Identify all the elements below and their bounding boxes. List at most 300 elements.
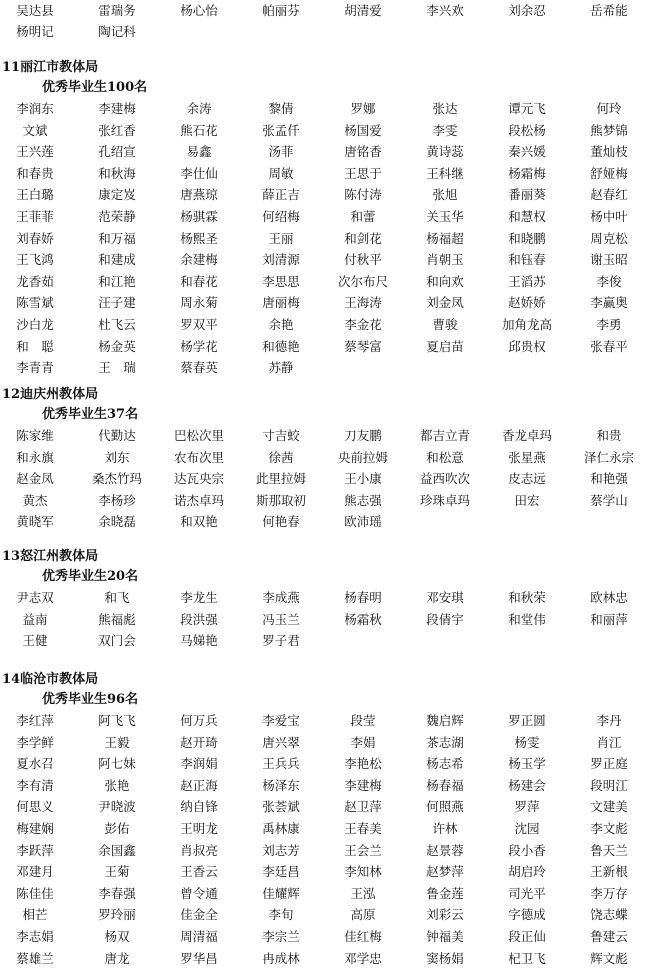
student-name: 何绍梅 bbox=[262, 208, 300, 224]
student-name: 张春平 bbox=[590, 338, 628, 354]
student-name: 和蕾 bbox=[350, 208, 376, 224]
name-row bbox=[0, 21, 665, 42]
student-name: 曹骏 bbox=[432, 316, 458, 332]
student-name: 珍珠卓玛 bbox=[419, 492, 470, 508]
section-diqing bbox=[0, 385, 665, 533]
student-name: 余艳 bbox=[268, 316, 294, 332]
student-name: 和春花 bbox=[180, 273, 218, 289]
name-row bbox=[0, 0, 665, 21]
student-name: 熊梦锦 bbox=[590, 122, 628, 138]
student-name: 张荟斌 bbox=[262, 799, 300, 815]
name-row bbox=[0, 314, 665, 336]
name-row bbox=[0, 271, 665, 293]
student-name: 刀友鹏 bbox=[344, 428, 382, 443]
student-name: 饶志蝶 bbox=[590, 907, 628, 923]
student-name: 钟福美 bbox=[426, 928, 464, 944]
student-name: 李跃萍 bbox=[16, 842, 54, 858]
student-name: 唐铭香 bbox=[344, 144, 382, 160]
student-name: 李青青 bbox=[16, 360, 54, 376]
student-name: 周清福 bbox=[180, 928, 218, 944]
student-name: 罗正圆 bbox=[508, 713, 546, 728]
student-name: 王菊 bbox=[104, 864, 130, 880]
student-name: 杨骐霖 bbox=[180, 208, 218, 224]
student-name: 赵开琦 bbox=[180, 734, 218, 750]
name-row bbox=[0, 163, 665, 185]
name-row bbox=[0, 206, 665, 228]
name-row bbox=[0, 609, 665, 631]
student-name: 王春美 bbox=[344, 820, 382, 836]
student-name: 李有清 bbox=[16, 777, 54, 793]
student-name: 李旬 bbox=[268, 907, 294, 923]
student-name: 次尔布尺 bbox=[337, 273, 388, 289]
student-name: 李志娟 bbox=[16, 928, 54, 944]
student-name: 茶志湖 bbox=[426, 734, 464, 750]
student-name: 王菲菲 bbox=[16, 208, 54, 224]
name-row bbox=[0, 292, 665, 314]
student-name: 罗玲丽 bbox=[98, 907, 136, 923]
student-name: 尹志双 bbox=[16, 590, 54, 605]
section-lincang bbox=[0, 670, 665, 969]
student-name: 杨春明 bbox=[344, 590, 382, 605]
section-title: 14临沧市教体局 bbox=[2, 672, 99, 687]
student-name: 赵梦萍 bbox=[426, 864, 464, 880]
student-name: 双门会 bbox=[98, 633, 136, 649]
student-name: 孔绍宣 bbox=[98, 144, 136, 160]
name-row bbox=[0, 249, 665, 271]
student-name: 和 聪 bbox=[16, 338, 54, 354]
student-name: 杨泽东 bbox=[262, 777, 300, 793]
student-name: 梅建娴 bbox=[16, 820, 54, 836]
student-name: 田宏 bbox=[514, 492, 540, 508]
name-row bbox=[0, 468, 665, 490]
student-name: 周敏 bbox=[268, 165, 294, 181]
student-name: 段洪强 bbox=[180, 611, 218, 627]
student-name: 欧林忠 bbox=[590, 590, 628, 605]
student-name: 和剑花 bbox=[344, 230, 382, 246]
section-lijiang bbox=[0, 58, 665, 379]
section-subtitle: 优秀毕业生37名 bbox=[42, 407, 139, 422]
student-name: 李爱宝 bbox=[262, 713, 300, 728]
student-name: 徐茜 bbox=[268, 449, 294, 465]
student-name: 舒娅梅 bbox=[590, 165, 628, 181]
section-continuation bbox=[0, 0, 665, 42]
student-name: 王兵兵 bbox=[262, 756, 300, 772]
name-row bbox=[0, 732, 665, 754]
student-name: 王健 bbox=[22, 633, 48, 649]
student-name: 阿七妹 bbox=[98, 756, 136, 772]
student-name: 杨福超 bbox=[426, 230, 464, 246]
student-name: 刘清源 bbox=[262, 252, 300, 268]
student-name: 尹晓波 bbox=[98, 799, 136, 815]
student-name: 杞卫飞 bbox=[508, 950, 546, 966]
name-row bbox=[0, 926, 665, 948]
student-name: 刘志芳 bbox=[262, 842, 300, 858]
student-name: 康定岌 bbox=[98, 187, 136, 203]
student-name: 陈雪斌 bbox=[16, 295, 54, 311]
student-name: 益西吹次 bbox=[419, 471, 470, 487]
student-name: 鲁建云 bbox=[590, 928, 628, 944]
student-name: 相芒 bbox=[22, 907, 48, 923]
student-name: 此里拉姆 bbox=[255, 471, 306, 487]
student-name: 罗正庭 bbox=[590, 756, 628, 772]
student-name: 央前拉姆 bbox=[337, 449, 388, 465]
student-name: 李勇 bbox=[596, 316, 622, 332]
student-name: 邓建月 bbox=[16, 864, 54, 880]
student-name: 陶记科 bbox=[98, 24, 136, 39]
student-name: 汪子建 bbox=[98, 295, 136, 311]
student-name: 蔡琴富 bbox=[344, 338, 382, 354]
student-name: 范荣静 bbox=[98, 208, 136, 224]
name-row bbox=[0, 587, 665, 609]
student-name: 和飞 bbox=[104, 590, 130, 605]
student-name: 邱贵权 bbox=[508, 338, 546, 354]
student-name: 唐兴翠 bbox=[262, 734, 300, 750]
student-name: 王新根 bbox=[590, 864, 628, 880]
student-name: 杨双 bbox=[104, 928, 130, 944]
student-name: 刘余忍 bbox=[508, 3, 546, 18]
student-name: 何玲 bbox=[596, 101, 622, 116]
student-name: 刘春娇 bbox=[16, 230, 54, 246]
student-name: 龙香茹 bbox=[16, 273, 54, 289]
student-name: 何思义 bbox=[16, 799, 54, 815]
student-name: 段倩宇 bbox=[426, 611, 464, 627]
student-name: 赵景蓉 bbox=[426, 842, 464, 858]
student-name: 文建美 bbox=[590, 799, 628, 815]
name-row bbox=[0, 840, 665, 862]
student-name: 董灿枝 bbox=[590, 144, 628, 160]
student-name: 薛正吉 bbox=[262, 187, 300, 203]
student-name: 唐燕琼 bbox=[180, 187, 218, 203]
student-name: 彭佑 bbox=[104, 820, 130, 836]
student-name: 和松意 bbox=[426, 449, 464, 465]
student-name: 谭元飞 bbox=[508, 101, 546, 116]
student-name: 谢玉昭 bbox=[590, 252, 628, 268]
student-name: 李成燕 bbox=[262, 590, 300, 605]
student-name: 杨霜梅 bbox=[508, 165, 546, 181]
student-name: 佳红梅 bbox=[344, 928, 382, 944]
student-name: 唐丽梅 bbox=[262, 295, 300, 311]
student-name: 鲁金莲 bbox=[426, 885, 464, 901]
student-name: 王明龙 bbox=[180, 820, 218, 836]
student-name: 达瓦央宗 bbox=[173, 471, 224, 487]
student-name: 杨中叶 bbox=[590, 208, 628, 224]
name-row bbox=[0, 883, 665, 905]
student-name: 杨玉学 bbox=[508, 756, 546, 772]
student-name: 和艳强 bbox=[590, 471, 628, 487]
student-name: 易鑫 bbox=[186, 144, 212, 160]
student-name: 赵正海 bbox=[180, 777, 218, 793]
student-name: 赵娇娇 bbox=[508, 295, 546, 311]
student-name: 李建梅 bbox=[98, 101, 136, 116]
student-name: 赵春红 bbox=[590, 187, 628, 203]
student-name: 李仕仙 bbox=[180, 165, 218, 181]
name-row bbox=[0, 948, 665, 969]
student-name: 欧沛瑶 bbox=[344, 514, 382, 530]
name-row bbox=[0, 98, 665, 120]
name-row bbox=[0, 228, 665, 250]
student-name: 李赢奥 bbox=[590, 295, 628, 311]
student-name: 李润娟 bbox=[180, 756, 218, 772]
student-name: 王小康 bbox=[344, 471, 382, 487]
student-name: 农布次里 bbox=[173, 449, 224, 465]
student-name: 邓学忠 bbox=[344, 950, 382, 966]
student-name: 王科继 bbox=[426, 165, 464, 181]
student-name: 秦兴媛 bbox=[508, 144, 546, 160]
student-name: 段明江 bbox=[590, 777, 628, 793]
student-name: 寸吉蛟 bbox=[262, 428, 300, 443]
name-row bbox=[0, 630, 665, 652]
student-name: 杨学花 bbox=[180, 338, 218, 354]
name-row bbox=[0, 511, 665, 533]
student-name: 辉文彪 bbox=[590, 950, 628, 966]
name-row bbox=[0, 775, 665, 797]
student-name: 李宗兰 bbox=[262, 928, 300, 944]
student-name: 阿飞飞 bbox=[98, 713, 136, 728]
student-name: 段松杨 bbox=[508, 122, 546, 138]
student-name: 杨雯 bbox=[514, 734, 540, 750]
student-name: 魏启辉 bbox=[426, 713, 464, 728]
student-name: 佳金全 bbox=[180, 907, 218, 923]
student-name: 刘东 bbox=[104, 449, 130, 465]
name-row bbox=[0, 490, 665, 512]
section-subtitle: 优秀毕业生96名 bbox=[42, 692, 139, 707]
student-name: 沈园 bbox=[514, 820, 540, 836]
section-subtitle: 优秀毕业生100名 bbox=[42, 80, 148, 95]
student-name: 文斌 bbox=[22, 122, 48, 138]
student-name: 番丽葵 bbox=[508, 187, 546, 203]
student-name: 熊福彪 bbox=[98, 611, 136, 627]
student-name: 李春强 bbox=[98, 885, 136, 901]
student-name: 冯玉兰 bbox=[262, 611, 300, 627]
name-row bbox=[0, 796, 665, 818]
student-name: 余建梅 bbox=[180, 252, 218, 268]
student-name: 蔡雄兰 bbox=[16, 950, 54, 966]
name-row bbox=[0, 141, 665, 163]
student-name: 李俊 bbox=[596, 273, 622, 289]
student-name: 马娣艳 bbox=[180, 633, 218, 649]
student-name: 杨春福 bbox=[426, 777, 464, 793]
student-name: 巴松次里 bbox=[173, 428, 224, 443]
student-name: 罗萍 bbox=[514, 799, 540, 815]
student-name: 泽仁永宗 bbox=[583, 449, 634, 465]
student-name: 周克松 bbox=[590, 230, 628, 246]
student-name: 益南 bbox=[22, 611, 48, 627]
name-row bbox=[0, 447, 665, 469]
student-name: 汤菲 bbox=[268, 144, 294, 160]
student-name: 罗双平 bbox=[180, 316, 218, 332]
student-name: 赵金凤 bbox=[16, 471, 54, 487]
student-name: 和建成 bbox=[98, 252, 136, 268]
student-name: 邓安琪 bbox=[426, 590, 464, 605]
student-name: 王兴莲 bbox=[16, 144, 54, 160]
student-name: 熊志强 bbox=[344, 492, 382, 508]
student-name: 王丽 bbox=[268, 230, 294, 246]
student-name: 李艳松 bbox=[344, 756, 382, 772]
name-row bbox=[0, 184, 665, 206]
student-name: 张旭 bbox=[432, 187, 458, 203]
student-name: 李学鲜 bbox=[16, 734, 54, 750]
student-name: 何万兵 bbox=[180, 713, 218, 728]
student-name: 陈佳佳 bbox=[16, 885, 54, 901]
name-row bbox=[0, 753, 665, 775]
student-name: 司光平 bbox=[508, 885, 546, 901]
student-name: 刘彩云 bbox=[426, 907, 464, 923]
student-name: 李丹 bbox=[596, 713, 622, 728]
name-row bbox=[0, 120, 665, 142]
student-name: 黎倩 bbox=[268, 101, 294, 116]
section-nujiang bbox=[0, 547, 665, 652]
student-name: 加角龙高 bbox=[501, 316, 552, 332]
student-name: 杨志希 bbox=[426, 756, 464, 772]
student-name: 和晓鹏 bbox=[508, 230, 546, 246]
student-name: 斯那取初 bbox=[255, 492, 306, 508]
student-name: 佳耀辉 bbox=[262, 885, 300, 901]
name-row bbox=[0, 904, 665, 926]
student-name: 和向欢 bbox=[426, 273, 464, 289]
student-name: 罗华昌 bbox=[180, 950, 218, 966]
student-name: 曾令通 bbox=[180, 885, 218, 901]
student-name: 桑杰竹玛 bbox=[91, 471, 142, 487]
student-name: 熊石花 bbox=[180, 122, 218, 138]
name-row bbox=[0, 818, 665, 840]
student-name: 周永菊 bbox=[180, 295, 218, 311]
student-name: 杜飞云 bbox=[98, 316, 136, 332]
name-row bbox=[0, 425, 665, 447]
student-name: 许林 bbox=[432, 820, 458, 836]
student-name: 禹林康 bbox=[262, 820, 300, 836]
student-name: 王思于 bbox=[344, 165, 382, 181]
section-title: 12迪庆州教体局 bbox=[2, 387, 99, 402]
student-name: 段正仙 bbox=[508, 928, 546, 944]
student-name: 余涛 bbox=[186, 101, 212, 116]
student-name: 李文彪 bbox=[590, 820, 628, 836]
student-name: 帕丽芬 bbox=[262, 3, 300, 18]
student-name: 窦杨娟 bbox=[426, 950, 464, 966]
student-name: 和钰春 bbox=[508, 252, 546, 268]
student-name: 付秋平 bbox=[344, 252, 382, 268]
name-row bbox=[0, 861, 665, 883]
student-name: 冉成林 bbox=[262, 950, 300, 966]
student-name: 字德成 bbox=[508, 907, 546, 923]
student-name: 王飞鸿 bbox=[16, 252, 54, 268]
student-name: 段莹 bbox=[350, 713, 376, 728]
student-name: 张星燕 bbox=[508, 449, 546, 465]
student-name: 都吉立青 bbox=[419, 428, 470, 443]
student-name: 张红香 bbox=[98, 122, 136, 138]
student-name: 王滔苏 bbox=[508, 273, 546, 289]
student-name: 肖江 bbox=[596, 734, 622, 750]
student-name: 杨明记 bbox=[16, 24, 54, 39]
student-name: 李知林 bbox=[344, 864, 382, 880]
name-row bbox=[0, 357, 665, 379]
student-name: 和万福 bbox=[98, 230, 136, 246]
student-name: 鲁天兰 bbox=[590, 842, 628, 858]
student-name: 张孟仟 bbox=[262, 122, 300, 138]
student-name: 张艳 bbox=[104, 777, 130, 793]
student-name: 和春贵 bbox=[16, 165, 54, 181]
student-name: 夏启苗 bbox=[426, 338, 464, 354]
student-name: 杨熙圣 bbox=[180, 230, 218, 246]
student-name: 夏水召 bbox=[16, 756, 54, 772]
student-name: 和贵 bbox=[596, 428, 622, 443]
student-name: 唐龙 bbox=[104, 950, 130, 966]
student-name: 和丽萍 bbox=[590, 611, 628, 627]
student-name: 和德艳 bbox=[262, 338, 300, 354]
student-name: 关玉华 bbox=[426, 208, 464, 224]
student-name: 肖朝玉 bbox=[426, 252, 464, 268]
student-name: 李建梅 bbox=[344, 777, 382, 793]
student-name: 罗娜 bbox=[350, 101, 376, 116]
student-name: 王海涛 bbox=[344, 295, 382, 311]
student-name: 杨霜秋 bbox=[344, 611, 382, 627]
student-name: 张达 bbox=[432, 101, 458, 116]
student-name: 蔡学山 bbox=[590, 492, 628, 508]
student-name: 纳自锋 bbox=[180, 799, 218, 815]
student-name: 蔡春英 bbox=[180, 360, 218, 376]
student-name: 杨国爱 bbox=[344, 122, 382, 138]
student-name: 胡启玲 bbox=[508, 864, 546, 880]
student-name: 黄杰 bbox=[22, 492, 48, 508]
student-name: 黄诗蕊 bbox=[426, 144, 464, 160]
name-row bbox=[0, 336, 665, 358]
student-name: 和江艳 bbox=[98, 273, 136, 289]
student-name: 杨建会 bbox=[508, 777, 546, 793]
student-name: 李兴欢 bbox=[426, 3, 464, 18]
student-name: 代勤达 bbox=[98, 428, 136, 443]
student-name: 余晓磊 bbox=[98, 514, 136, 530]
student-name: 李万存 bbox=[590, 885, 628, 901]
student-name: 李润东 bbox=[16, 101, 54, 116]
student-name: 和双艳 bbox=[180, 514, 218, 530]
student-name: 王会兰 bbox=[344, 842, 382, 858]
section-title: 11丽江市教体局 bbox=[2, 60, 99, 75]
student-name: 杨金英 bbox=[98, 338, 136, 354]
student-name: 胡清爱 bbox=[344, 3, 382, 18]
student-name: 雷瑞务 bbox=[98, 3, 136, 18]
student-name: 李娟 bbox=[350, 734, 376, 750]
section-subtitle: 优秀毕业生20名 bbox=[42, 569, 139, 584]
student-name: 黄晓军 bbox=[16, 514, 54, 530]
student-name: 段小香 bbox=[508, 842, 546, 858]
student-name: 何照燕 bbox=[426, 799, 464, 815]
student-name: 何艳春 bbox=[262, 514, 300, 530]
student-name: 赵卫萍 bbox=[344, 799, 382, 815]
student-name: 李金花 bbox=[344, 316, 382, 332]
student-name: 李杨珍 bbox=[98, 492, 136, 508]
student-name: 王 瑞 bbox=[98, 360, 136, 376]
student-name: 李龙生 bbox=[180, 590, 218, 605]
student-name: 和秋海 bbox=[98, 165, 136, 181]
student-name: 吴达县 bbox=[16, 3, 54, 18]
student-name: 王香云 bbox=[180, 864, 218, 880]
student-name: 李雯 bbox=[432, 122, 458, 138]
student-name: 岳希能 bbox=[590, 3, 628, 18]
student-name: 高原 bbox=[350, 907, 376, 923]
student-name: 李思思 bbox=[262, 273, 300, 289]
student-name: 沙白龙 bbox=[16, 316, 54, 332]
student-name: 王毅 bbox=[104, 734, 130, 750]
student-name: 李红萍 bbox=[16, 713, 54, 728]
student-name: 和慧权 bbox=[508, 208, 546, 224]
student-name: 和秋荣 bbox=[508, 590, 546, 605]
section-title: 13怒江州教体局 bbox=[2, 549, 99, 564]
student-name: 王泓 bbox=[350, 885, 376, 901]
student-name: 皮志远 bbox=[508, 471, 546, 487]
student-name: 王白璐 bbox=[16, 187, 54, 203]
name-row bbox=[0, 710, 665, 732]
student-name: 罗子君 bbox=[262, 633, 300, 649]
student-name: 和堂伟 bbox=[508, 611, 546, 627]
